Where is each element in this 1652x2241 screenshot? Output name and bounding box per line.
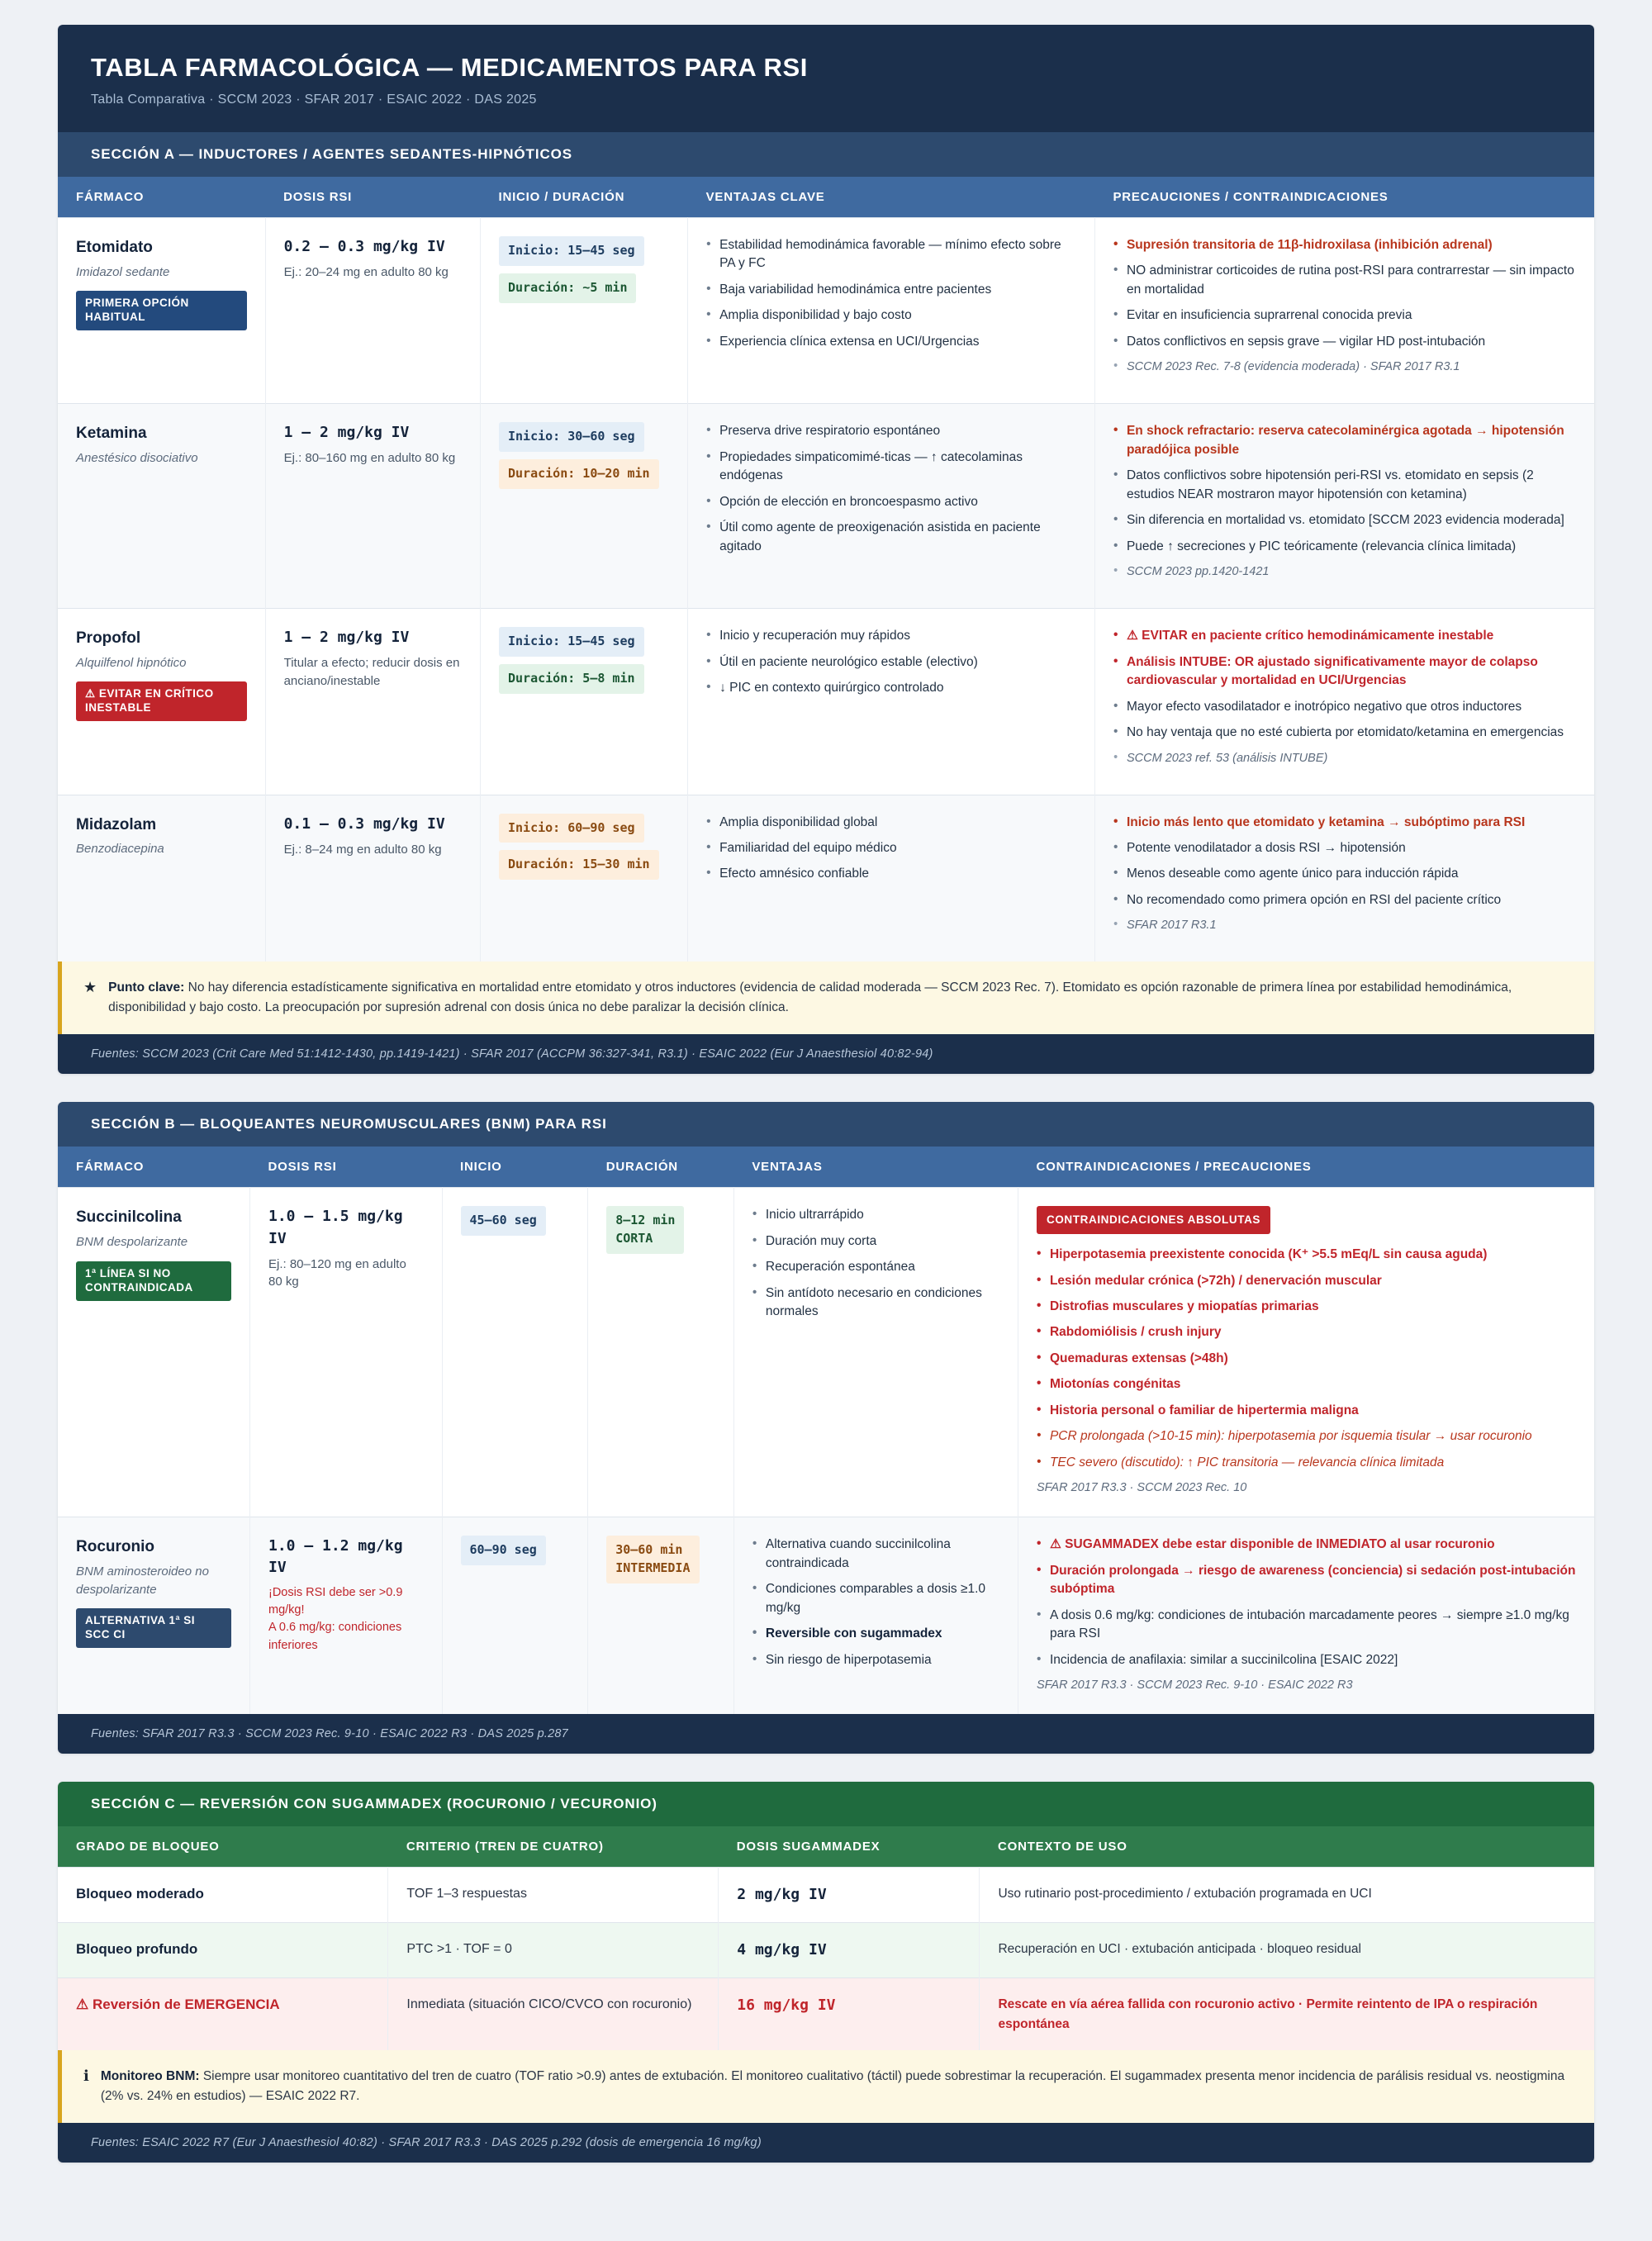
onset-pill: 60–90 seg bbox=[461, 1536, 546, 1565]
cautions-list-item: • Datos conflictivos en sepsis grave — vigilar HD post-intubación bbox=[1113, 333, 1576, 351]
section-b-thead bbox=[58, 1147, 1594, 1188]
table-row bbox=[58, 218, 1594, 404]
col-ventajas: VENTAJAS CLAVE bbox=[688, 177, 1095, 218]
note-text: Siempre usar monitoreo cuantitativo del tren de cuatro (TOF ratio >0.9) antes de extubación. El monitoreo cualitativo (táctil) puede sobrestimar la recuperación. El sugammadex presenta menor incidencia de parálisis residual vs. neostigmina (2% vs. 24% en estudios) — ESAIC 2022 R7. bbox=[100, 2069, 1565, 2104]
contraindications-list-item: • Distrofias musculares y miopatías primarias bbox=[1037, 1298, 1576, 1316]
table-row bbox=[58, 1868, 1594, 1923]
advantages-list-item: • Inicio y recuperación muy rápidos bbox=[706, 627, 1076, 645]
star-icon: ★ bbox=[83, 979, 97, 996]
advantages-list-item: • Útil como agente de preoxigenación asistida en paciente agitado bbox=[706, 519, 1076, 556]
cell-drug bbox=[58, 404, 265, 609]
reference-line: SFAR 2017 R3.3 · SCCM 2023 Rec. 9-10 · ESAIC 2022 R3 bbox=[1036, 1678, 1353, 1693]
cautions-list-item: • Mayor efecto vasodilatador e inotrópico negativo que otros inductores bbox=[1113, 698, 1576, 716]
contraindications-list-item: • Hiperpotasemia preexistente conocida (K⁺ >5.5 mEq/L sin causa aguda) bbox=[1037, 1246, 1576, 1264]
cell-criteria: PTC >1 · TOF = 0 bbox=[388, 1923, 719, 1978]
col-grado: GRADO DE BLOQUEO bbox=[58, 1826, 388, 1868]
cautions-list-item: • Inicio más lento que etomidato y ketamina → subóptimo para RSI bbox=[1113, 814, 1576, 832]
table-row bbox=[58, 404, 1594, 609]
advantages-list-item: • Recuperación espontánea bbox=[752, 1258, 999, 1276]
cell-dose bbox=[250, 1517, 443, 1714]
advantages-list bbox=[706, 814, 1076, 884]
advantages-list-item: • Alternativa cuando succinilcolina contraindicada bbox=[752, 1536, 999, 1573]
dose-value: 1.0 – 1.2 mg/kg IV bbox=[268, 1537, 403, 1577]
contraindications-list-item: • Rabdomiólisis / crush injury bbox=[1037, 1323, 1576, 1341]
table-row bbox=[58, 1188, 1594, 1517]
section-a-sources: Fuentes: SCCM 2023 (Crit Care Med 51:1412-1430, pp.1419-1421) · SFAR 2017 (ACCPM 36:327-341, R3.1) · ESAIC 2022 (Eur J Anaesthesiol 40:82-94) bbox=[58, 1034, 1594, 1074]
dose-value: 1 – 2 mg/kg IV bbox=[283, 424, 410, 442]
dose-note: ¡Dosis RSI debe ser >0.9 mg/kg! bbox=[268, 1586, 403, 1617]
status-badge: ⚠ EVITAR EN CRÍTICO INESTABLE bbox=[76, 681, 247, 721]
cell-advantages bbox=[688, 609, 1095, 795]
onset-pill: Inicio: 60–90 seg bbox=[499, 814, 644, 843]
cell-sugammadex-dose bbox=[719, 1923, 980, 1978]
section-c-bar: SECCIÓN C — REVERSIÓN CON SUGAMMADEX (ROCURONIO / VECURONIO) bbox=[58, 1782, 1594, 1826]
col-farmaco: FÁRMACO bbox=[58, 177, 265, 218]
advantages-list-item: • Baja variabilidad hemodinámica entre pacientes bbox=[706, 281, 1076, 299]
duration-pill: Duración: 15–30 min bbox=[499, 850, 659, 880]
dose-value: 0.2 – 0.3 mg/kg IV bbox=[283, 238, 445, 255]
section-a-bar: SECCIÓN A — INDUCTORES / AGENTES SEDANTES-HIPNÓTICOS bbox=[58, 132, 1594, 177]
context-text: Recuperación en UCI · extubación anticipada · bloqueo residual bbox=[998, 1942, 1361, 1957]
cell-block-level bbox=[58, 1868, 388, 1923]
sugammadex-dose: 2 mg/kg IV bbox=[737, 1886, 827, 1904]
section-c-card bbox=[58, 1782, 1594, 2163]
contraindications-list-item: • TEC severo (discutido): ↑ PIC transitoria — relevancia clínica limitada bbox=[1037, 1454, 1576, 1472]
note-label: Monitoreo BNM: bbox=[100, 2069, 200, 2084]
contraindications-list-item: • Miotonías congénitas bbox=[1037, 1375, 1576, 1394]
duration-pill: 30–60 min INTERMEDIA bbox=[606, 1536, 699, 1583]
col-contraindicaciones-b: CONTRAINDICACIONES / PRECAUCIONES bbox=[1018, 1147, 1594, 1188]
cell-contraindications bbox=[1018, 1188, 1594, 1517]
duration-pill: Duración: 10–20 min bbox=[499, 459, 659, 489]
cell-drug bbox=[58, 609, 265, 795]
cautions-list-item: • No recomendado como primera opción en RSI del paciente crítico bbox=[1113, 891, 1576, 909]
contraindications-list-item: • Duración prolongada → riesgo de awareness (conciencia) si sedación post-intubación subóptima bbox=[1037, 1562, 1576, 1599]
advantages-list-item: • Sin antídoto necesario en condiciones normales bbox=[752, 1284, 999, 1322]
cell-onset-duration bbox=[480, 218, 687, 404]
col-inicio-duracion: INICIO / DURACIÓN bbox=[480, 177, 687, 218]
contraindications-list-item: • Quemaduras extensas (>48h) bbox=[1037, 1350, 1576, 1368]
cell-context bbox=[980, 1978, 1594, 2050]
drug-name: Midazolam bbox=[76, 815, 157, 833]
cell-criteria: TOF 1–3 respuestas bbox=[388, 1868, 719, 1923]
cell-cautions bbox=[1094, 404, 1594, 609]
drug-class: Anestésico disociativo bbox=[76, 450, 198, 465]
advantages-list bbox=[706, 422, 1076, 556]
advantages-list-item: • Condiciones comparables a dosis ≥1.0 mg/kg bbox=[752, 1580, 999, 1617]
cautions-list-item: • Datos conflictivos sobre hipotensión peri-RSI vs. etomidato en sepsis (2 estudios NEAR mostraron mayor hipotensión con ketamina) bbox=[1113, 467, 1576, 504]
keypoint-label: Punto clave: bbox=[108, 980, 185, 995]
cell-block-level bbox=[58, 1978, 388, 2050]
table-row bbox=[58, 1923, 1594, 1978]
drug-class: BNM despolarizante bbox=[76, 1235, 188, 1250]
advantages-list-item: • Duración muy corta bbox=[752, 1232, 999, 1251]
drug-name: Propofol bbox=[76, 629, 141, 648]
cell-advantages bbox=[733, 1517, 1018, 1714]
col-precauciones: PRECAUCIONES / CONTRAINDICACIONES bbox=[1094, 177, 1594, 218]
advantages-list bbox=[706, 236, 1076, 351]
cell-duration bbox=[588, 1188, 734, 1517]
section-a-table bbox=[58, 177, 1594, 961]
dose-alert: A 0.6 mg/kg: condiciones inferiores bbox=[268, 1621, 402, 1652]
advantages-list-item: • Reversible con sugammadex bbox=[752, 1625, 999, 1643]
advantages-list-item: • Preserva drive respiratorio espontáneo bbox=[706, 422, 1076, 440]
cell-onset bbox=[442, 1517, 588, 1714]
advantages-list-item: • Inicio ultrarrápido bbox=[752, 1206, 999, 1224]
col-dosis: DOSIS RSI bbox=[265, 177, 480, 218]
contraindications-list-item: • A dosis 0.6 mg/kg: condiciones de intubación marcadamente peores → siempre ≥1.0 mg/kg para RSI bbox=[1037, 1607, 1576, 1644]
status-badge: PRIMERA OPCIÓN HABITUAL bbox=[76, 291, 247, 330]
section-b-table bbox=[58, 1147, 1594, 1714]
cautions-list-item: • En shock refractario: reserva catecolaminérgica agotada → hipotensión paradójica posible bbox=[1113, 422, 1576, 459]
table-row bbox=[58, 1517, 1594, 1714]
section-c-thead bbox=[58, 1826, 1594, 1868]
advantages-list bbox=[752, 1206, 999, 1321]
cautions-list-item: • Potente venodilatador a dosis RSI → hipotensión bbox=[1113, 839, 1576, 857]
cell-onset-duration bbox=[480, 795, 687, 961]
sugammadex-dose: 4 mg/kg IV bbox=[737, 1941, 827, 1959]
table-row bbox=[58, 1978, 1594, 2050]
cell-advantages bbox=[688, 795, 1095, 961]
cautions-list-item: • SCCM 2023 ref. 53 (análisis INTUBE) bbox=[1113, 750, 1576, 767]
section-b-sources: Fuentes: SFAR 2017 R3.3 · SCCM 2023 Rec. 9-10 · ESAIC 2022 R3 · DAS 2025 p.287 bbox=[58, 1714, 1594, 1754]
cell-onset-duration bbox=[480, 404, 687, 609]
cell-dose bbox=[250, 1188, 443, 1517]
info-icon: ℹ bbox=[83, 2068, 89, 2085]
section-c-tbody bbox=[58, 1868, 1594, 2051]
dose-note: Ej.: 20–24 mg en adulto 80 kg bbox=[283, 265, 449, 280]
col-inicio-b: INICIO bbox=[442, 1147, 588, 1188]
contraindications-list-item: • Incidencia de anafilaxia: similar a succinilcolina [ESAIC 2022] bbox=[1037, 1651, 1576, 1669]
cell-drug bbox=[58, 218, 265, 404]
cell-dose bbox=[265, 218, 480, 404]
drug-name: Ketamina bbox=[76, 425, 147, 443]
section-b-tbody bbox=[58, 1188, 1594, 1714]
cell-sugammadex-dose bbox=[719, 1868, 980, 1923]
cautions-list-item: • SCCM 2023 pp.1420-1421 bbox=[1113, 563, 1576, 581]
cell-dose bbox=[265, 795, 480, 961]
reference-line: SFAR 2017 R3.3 · SCCM 2023 Rec. 10 bbox=[1036, 1481, 1247, 1495]
table-row bbox=[58, 795, 1594, 961]
cell-drug bbox=[58, 795, 265, 961]
block-level: Bloqueo moderado bbox=[76, 1886, 204, 1902]
status-badge: 1ª LÍNEA SI NO CONTRAINDICADA bbox=[76, 1261, 231, 1301]
onset-pill: Inicio: 15–45 seg bbox=[499, 236, 644, 266]
cautions-list-item: • Puede ↑ secreciones y PIC teóricamente (relevancia clínica limitada) bbox=[1113, 538, 1576, 556]
cautions-list-item: • Supresión transitoria de 11β-hidroxilasa (inhibición adrenal) bbox=[1113, 236, 1576, 254]
cautions-list bbox=[1113, 422, 1576, 581]
section-a-keypoint bbox=[58, 961, 1594, 1034]
col-contexto: CONTEXTO DE USO bbox=[980, 1826, 1594, 1868]
section-c-table bbox=[58, 1826, 1594, 2050]
drug-class: Imidazol sedante bbox=[76, 264, 170, 279]
status-badge: ALTERNATIVA 1ª SI SCC CI bbox=[76, 1608, 231, 1648]
dose-value: 1 – 2 mg/kg IV bbox=[283, 629, 410, 647]
section-b-card bbox=[58, 1102, 1594, 1754]
sugammadex-dose: 16 mg/kg IV bbox=[737, 1996, 836, 2015]
drug-name: Rocuronio bbox=[76, 1538, 154, 1556]
keypoint-text: No hay diferencia estadísticamente significativa en mortalidad entre etomidato y otros inductores (evidencia de calidad moderada — SCCM 2023 Rec. 7). Etomidato es opción razonable de primera línea por estabilidad hemodinámica, disponibilidad y bajo costo. La preocupación por supresión adrenal con dosis única no debe paralizar la decisión clínica. bbox=[108, 980, 1512, 1015]
advantages-list-item: • Familiaridad del equipo médico bbox=[706, 839, 1076, 857]
cautions-list bbox=[1113, 627, 1576, 767]
cautions-list-item: • NO administrar corticoides de rutina post-RSI para contrarrestar — sin impacto en mortalidad bbox=[1113, 262, 1576, 299]
cautions-list bbox=[1113, 236, 1576, 376]
section-a-tbody bbox=[58, 218, 1594, 962]
section-a-thead bbox=[58, 177, 1594, 218]
col-farmaco-b: FÁRMACO bbox=[58, 1147, 250, 1188]
contraindications-list bbox=[1037, 1536, 1576, 1669]
cautions-list-item: • Sin diferencia en mortalidad vs. etomidato [SCCM 2023 evidencia moderada] bbox=[1113, 511, 1576, 529]
drug-name: Succinilcolina bbox=[76, 1208, 182, 1227]
drug-class: Alquilfenol hipnótico bbox=[76, 655, 187, 670]
advantages-list-item: • Sin riesgo de hiperpotasemia bbox=[752, 1651, 999, 1669]
col-duracion-b: DURACIÓN bbox=[588, 1147, 734, 1188]
advantages-list-item: • Efecto amnésico confiable bbox=[706, 865, 1076, 883]
cell-cautions bbox=[1094, 218, 1594, 404]
advantages-list-item: • Útil en paciente neurológico estable (electivo) bbox=[706, 653, 1076, 672]
duration-pill: Duración: 5–8 min bbox=[499, 664, 644, 694]
cell-dose bbox=[265, 404, 480, 609]
dose-note: Ej.: 80–160 mg en adulto 80 kg bbox=[283, 451, 456, 466]
dose-note: Ej.: 80–120 mg en adulto 80 kg bbox=[268, 1256, 406, 1289]
cell-drug bbox=[58, 1517, 250, 1714]
col-dosis-b: DOSIS RSI bbox=[250, 1147, 443, 1188]
section-c-note bbox=[58, 2050, 1594, 2123]
cell-context bbox=[980, 1923, 1594, 1978]
drug-class: BNM aminosteroideo no despolarizante bbox=[76, 1564, 209, 1597]
onset-pill: Inicio: 30–60 seg bbox=[499, 422, 644, 452]
contraindications-list-item: • PCR prolongada (>10-15 min): hiperpotasemia por isquemia tisular → usar rocuronio bbox=[1037, 1427, 1576, 1446]
cell-sugammadex-dose bbox=[719, 1978, 980, 2050]
context-text: Uso rutinario post-procedimiento / extubación programada en UCI bbox=[998, 1887, 1372, 1902]
cell-duration bbox=[588, 1517, 734, 1714]
section-a-card bbox=[58, 25, 1594, 1074]
block-level: ⚠ Reversión de EMERGENCIA bbox=[76, 1996, 280, 2013]
cell-advantages bbox=[688, 404, 1095, 609]
advantages-list-item: • Amplia disponibilidad y bajo costo bbox=[706, 306, 1076, 325]
dose-note: Ej.: 8–24 mg en adulto 80 kg bbox=[283, 842, 442, 857]
cell-advantages bbox=[688, 218, 1095, 404]
advantages-list-item: • Amplia disponibilidad global bbox=[706, 814, 1076, 832]
table-row bbox=[58, 609, 1594, 795]
col-dosis-sugammadex: DOSIS SUGAMMADEX bbox=[719, 1826, 980, 1868]
advantages-list-item: • Propiedades simpaticomimé-ticas — ↑ catecolaminas endógenas bbox=[706, 449, 1076, 486]
cautions-list-item: • Evitar en insuficiencia suprarrenal conocida previa bbox=[1113, 306, 1576, 325]
cell-advantages bbox=[733, 1188, 1018, 1517]
pharmacology-table-page bbox=[58, 25, 1594, 2163]
contraindications-header: CONTRAINDICACIONES ABSOLUTAS bbox=[1037, 1206, 1270, 1234]
cell-contraindications bbox=[1018, 1517, 1594, 1714]
col-criterio: CRITERIO (TREN DE CUATRO) bbox=[388, 1826, 719, 1868]
advantages-list-item: • Estabilidad hemodinámica favorable — mínimo efecto sobre PA y FC bbox=[706, 236, 1076, 273]
cautions-list-item: • SFAR 2017 R3.1 bbox=[1113, 917, 1576, 934]
page-subtitle: Tabla Comparativa · SCCM 2023 · SFAR 2017 · ESAIC 2022 · DAS 2025 bbox=[91, 93, 537, 107]
duration-pill: 8–12 min CORTA bbox=[606, 1206, 684, 1254]
cell-context bbox=[980, 1868, 1594, 1923]
cautions-list bbox=[1113, 814, 1576, 935]
onset-pill: 45–60 seg bbox=[461, 1206, 546, 1236]
advantages-list bbox=[706, 627, 1076, 697]
cell-criteria: Inmediata (situación CICO/CVCO con rocuronio) bbox=[388, 1978, 719, 2050]
cell-onset bbox=[442, 1188, 588, 1517]
advantages-list bbox=[752, 1536, 999, 1669]
page-title: TABLA FARMACOLÓGICA — MEDICAMENTOS PARA RSI bbox=[91, 53, 808, 82]
dose-value: 0.1 – 0.3 mg/kg IV bbox=[283, 814, 445, 833]
cautions-list-item: • Análisis INTUBE: OR ajustado significativamente mayor de colapso cardiovascular y mortalidad en UCI/Urgencias bbox=[1113, 653, 1576, 691]
cautions-list-item: • SCCM 2023 Rec. 7-8 (evidencia moderada) · SFAR 2017 R3.1 bbox=[1113, 358, 1576, 376]
duration-pill: Duración: ~5 min bbox=[499, 273, 637, 303]
cell-block-level bbox=[58, 1923, 388, 1978]
cautions-list-item: • ⚠ EVITAR en paciente crítico hemodinámicamente inestable bbox=[1113, 627, 1576, 645]
block-level: Bloqueo profundo bbox=[76, 1941, 198, 1958]
cell-dose bbox=[265, 609, 480, 795]
section-b-bar: SECCIÓN B — BLOQUEANTES NEUROMUSCULARES (BNM) PARA RSI bbox=[58, 1102, 1594, 1147]
contraindications-list-item: • Lesión medular crónica (>72h) / denervación muscular bbox=[1037, 1272, 1576, 1290]
document-titlebar bbox=[58, 25, 1594, 132]
dose-note: Titular a efecto; reducir dosis en anciano/inestable bbox=[283, 656, 460, 689]
contraindications-list-item: • ⚠ SUGAMMADEX debe estar disponible de INMEDIATO al usar rocuronio bbox=[1037, 1536, 1576, 1554]
section-c-sources: Fuentes: ESAIC 2022 R7 (Eur J Anaesthesiol 40:82) · SFAR 2017 R3.3 · DAS 2025 p.292 (dosis de emergencia 16 mg/kg) bbox=[58, 2123, 1594, 2163]
advantages-list-item: • ↓ PIC en contexto quirúrgico controlado bbox=[706, 679, 1076, 697]
drug-name: Etomidato bbox=[76, 239, 153, 256]
cell-onset-duration bbox=[480, 609, 687, 795]
advantages-list-item: • Opción de elección en broncoespasmo activo bbox=[706, 493, 1076, 511]
contraindications-list bbox=[1037, 1246, 1576, 1472]
cell-drug bbox=[58, 1188, 250, 1517]
cell-cautions bbox=[1094, 609, 1594, 795]
dose-value: 1.0 – 1.5 mg/kg IV bbox=[268, 1208, 403, 1247]
contraindications-list-item: • Historia personal o familiar de hipertermia maligna bbox=[1037, 1402, 1576, 1420]
onset-pill: Inicio: 15–45 seg bbox=[499, 627, 644, 657]
cell-cautions bbox=[1094, 795, 1594, 961]
col-ventajas-b: VENTAJAS bbox=[733, 1147, 1018, 1188]
context-text: Rescate en vía aérea fallida con rocuronio activo · Permite reintento de IPA o respiración espontánea bbox=[998, 1997, 1538, 2031]
cautions-list-item: • No hay ventaja que no esté cubierta por etomidato/ketamina en emergencias bbox=[1113, 724, 1576, 742]
cautions-list-item: • Menos deseable como agente único para inducción rápida bbox=[1113, 865, 1576, 883]
advantages-list-item: • Experiencia clínica extensa en UCI/Urgencias bbox=[706, 333, 1076, 351]
drug-class: Benzodiacepina bbox=[76, 842, 164, 857]
